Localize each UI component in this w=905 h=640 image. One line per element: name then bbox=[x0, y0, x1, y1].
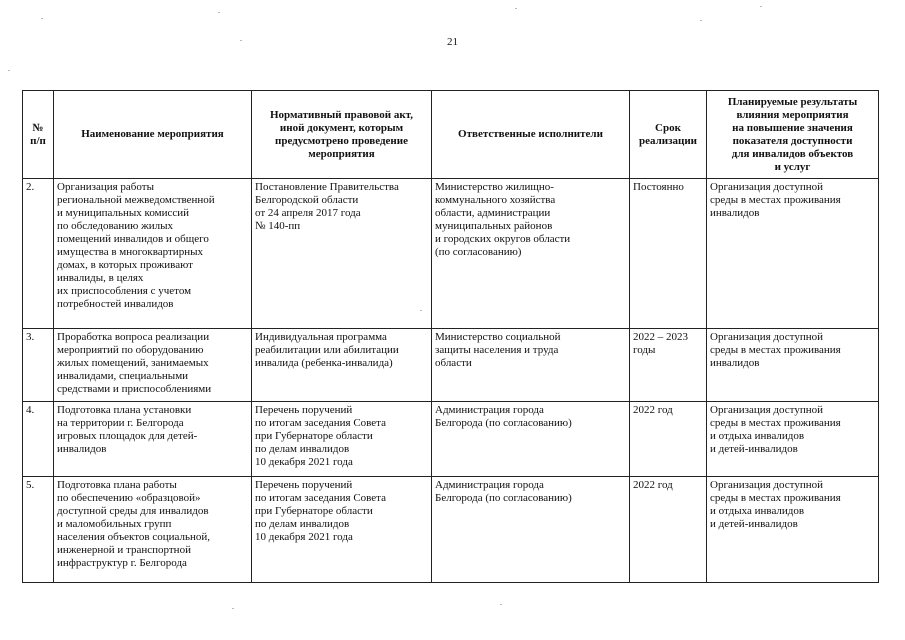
responsible: Министерство социальной защиты населения и труда области bbox=[432, 329, 630, 402]
table-row bbox=[23, 179, 879, 329]
results: Организация доступной среды в местах проживания и отдыха инвалидов и детей-инвалидов bbox=[707, 402, 879, 477]
results: Организация доступной среды в местах проживания инвалидов bbox=[707, 329, 879, 402]
header-term: Срок реализации bbox=[630, 91, 707, 179]
measure-name: Подготовка плана установки на территории г. Белгорода игровых площадок для детей- инвалидов bbox=[54, 402, 252, 477]
scan-speck bbox=[8, 70, 10, 71]
page-number: 21 bbox=[447, 36, 458, 48]
table-row bbox=[23, 402, 879, 477]
header-legal-act: Нормативный правовой акт, иной документ, которым предусмотрено проведение мероприятия bbox=[252, 91, 432, 179]
header-measure-name: Наименование мероприятия bbox=[54, 91, 252, 179]
legal-act: Перечень поручений по итогам заседания Совета при Губернаторе области по делам инвалидов 10 декабря 2021 года bbox=[252, 402, 432, 477]
measure-name: Проработка вопроса реализации мероприятий по оборудованию жилых помещений, занимаемых инвалидами, специальными средствами и приспособлениями bbox=[54, 329, 252, 402]
term: Постоянно bbox=[630, 179, 707, 329]
responsible: Администрация города Белгорода (по согласованию) bbox=[432, 402, 630, 477]
results: Организация доступной среды в местах проживания инвалидов bbox=[707, 179, 879, 329]
row-number: 5. bbox=[23, 477, 54, 583]
responsible: Министерство жилищно- коммунального хозяйства области, администрации муниципальных районов и городских округов области (по согласованию) bbox=[432, 179, 630, 329]
measures-table bbox=[22, 90, 879, 583]
responsible: Администрация города Белгорода (по согласованию) bbox=[432, 477, 630, 583]
scan-speck bbox=[515, 8, 517, 9]
scan-speck bbox=[240, 40, 242, 41]
results: Организация доступной среды в местах проживания и отдыха инвалидов и детей-инвалидов bbox=[707, 477, 879, 583]
table-row bbox=[23, 477, 879, 583]
scan-speck bbox=[500, 604, 502, 605]
legal-act: Постановление Правительства Белгородской области от 24 апреля 2017 года № 140-пп bbox=[252, 179, 432, 329]
table-row bbox=[23, 329, 879, 402]
scan-speck bbox=[41, 18, 43, 19]
legal-act: Перечень поручений по итогам заседания Совета при Губернаторе области по делам инвалидов 10 декабря 2021 года bbox=[252, 477, 432, 583]
measure-name: Подготовка плана работы по обеспечению «образцовой» доступной среды для инвалидов и маломобильных групп населения объектов социальной, инженерной и транспортной инфраструктур г. Белгорода bbox=[54, 477, 252, 583]
term: 2022 – 2023 годы bbox=[630, 329, 707, 402]
header-results: Планируемые результаты влияния мероприятия на повышение значения показателя доступности для инвалидов объектов и услуг bbox=[707, 91, 879, 179]
scan-speck bbox=[760, 6, 762, 7]
term: 2022 год bbox=[630, 477, 707, 583]
term: 2022 год bbox=[630, 402, 707, 477]
table-header-row bbox=[23, 91, 879, 179]
header-number: № п/п bbox=[23, 91, 54, 179]
row-number: 3. bbox=[23, 329, 54, 402]
row-number: 2. bbox=[23, 179, 54, 329]
scan-speck bbox=[218, 12, 220, 13]
header-responsible: Ответственные исполнители bbox=[432, 91, 630, 179]
scan-speck bbox=[700, 20, 702, 21]
row-number: 4. bbox=[23, 402, 54, 477]
scan-speck bbox=[232, 608, 234, 609]
measure-name: Организация работы региональной межведомственной и муниципальных комиссий по обследованию жилых помещений инвалидов и общего имущества в многоквартирных домах, в которых проживают инвалиды, в целях их приспособления с учетом потребностей инвалидов bbox=[54, 179, 252, 329]
legal-act: Индивидуальная программа реабилитации или абилитации инвалида (ребенка-инвалида) bbox=[252, 329, 432, 402]
